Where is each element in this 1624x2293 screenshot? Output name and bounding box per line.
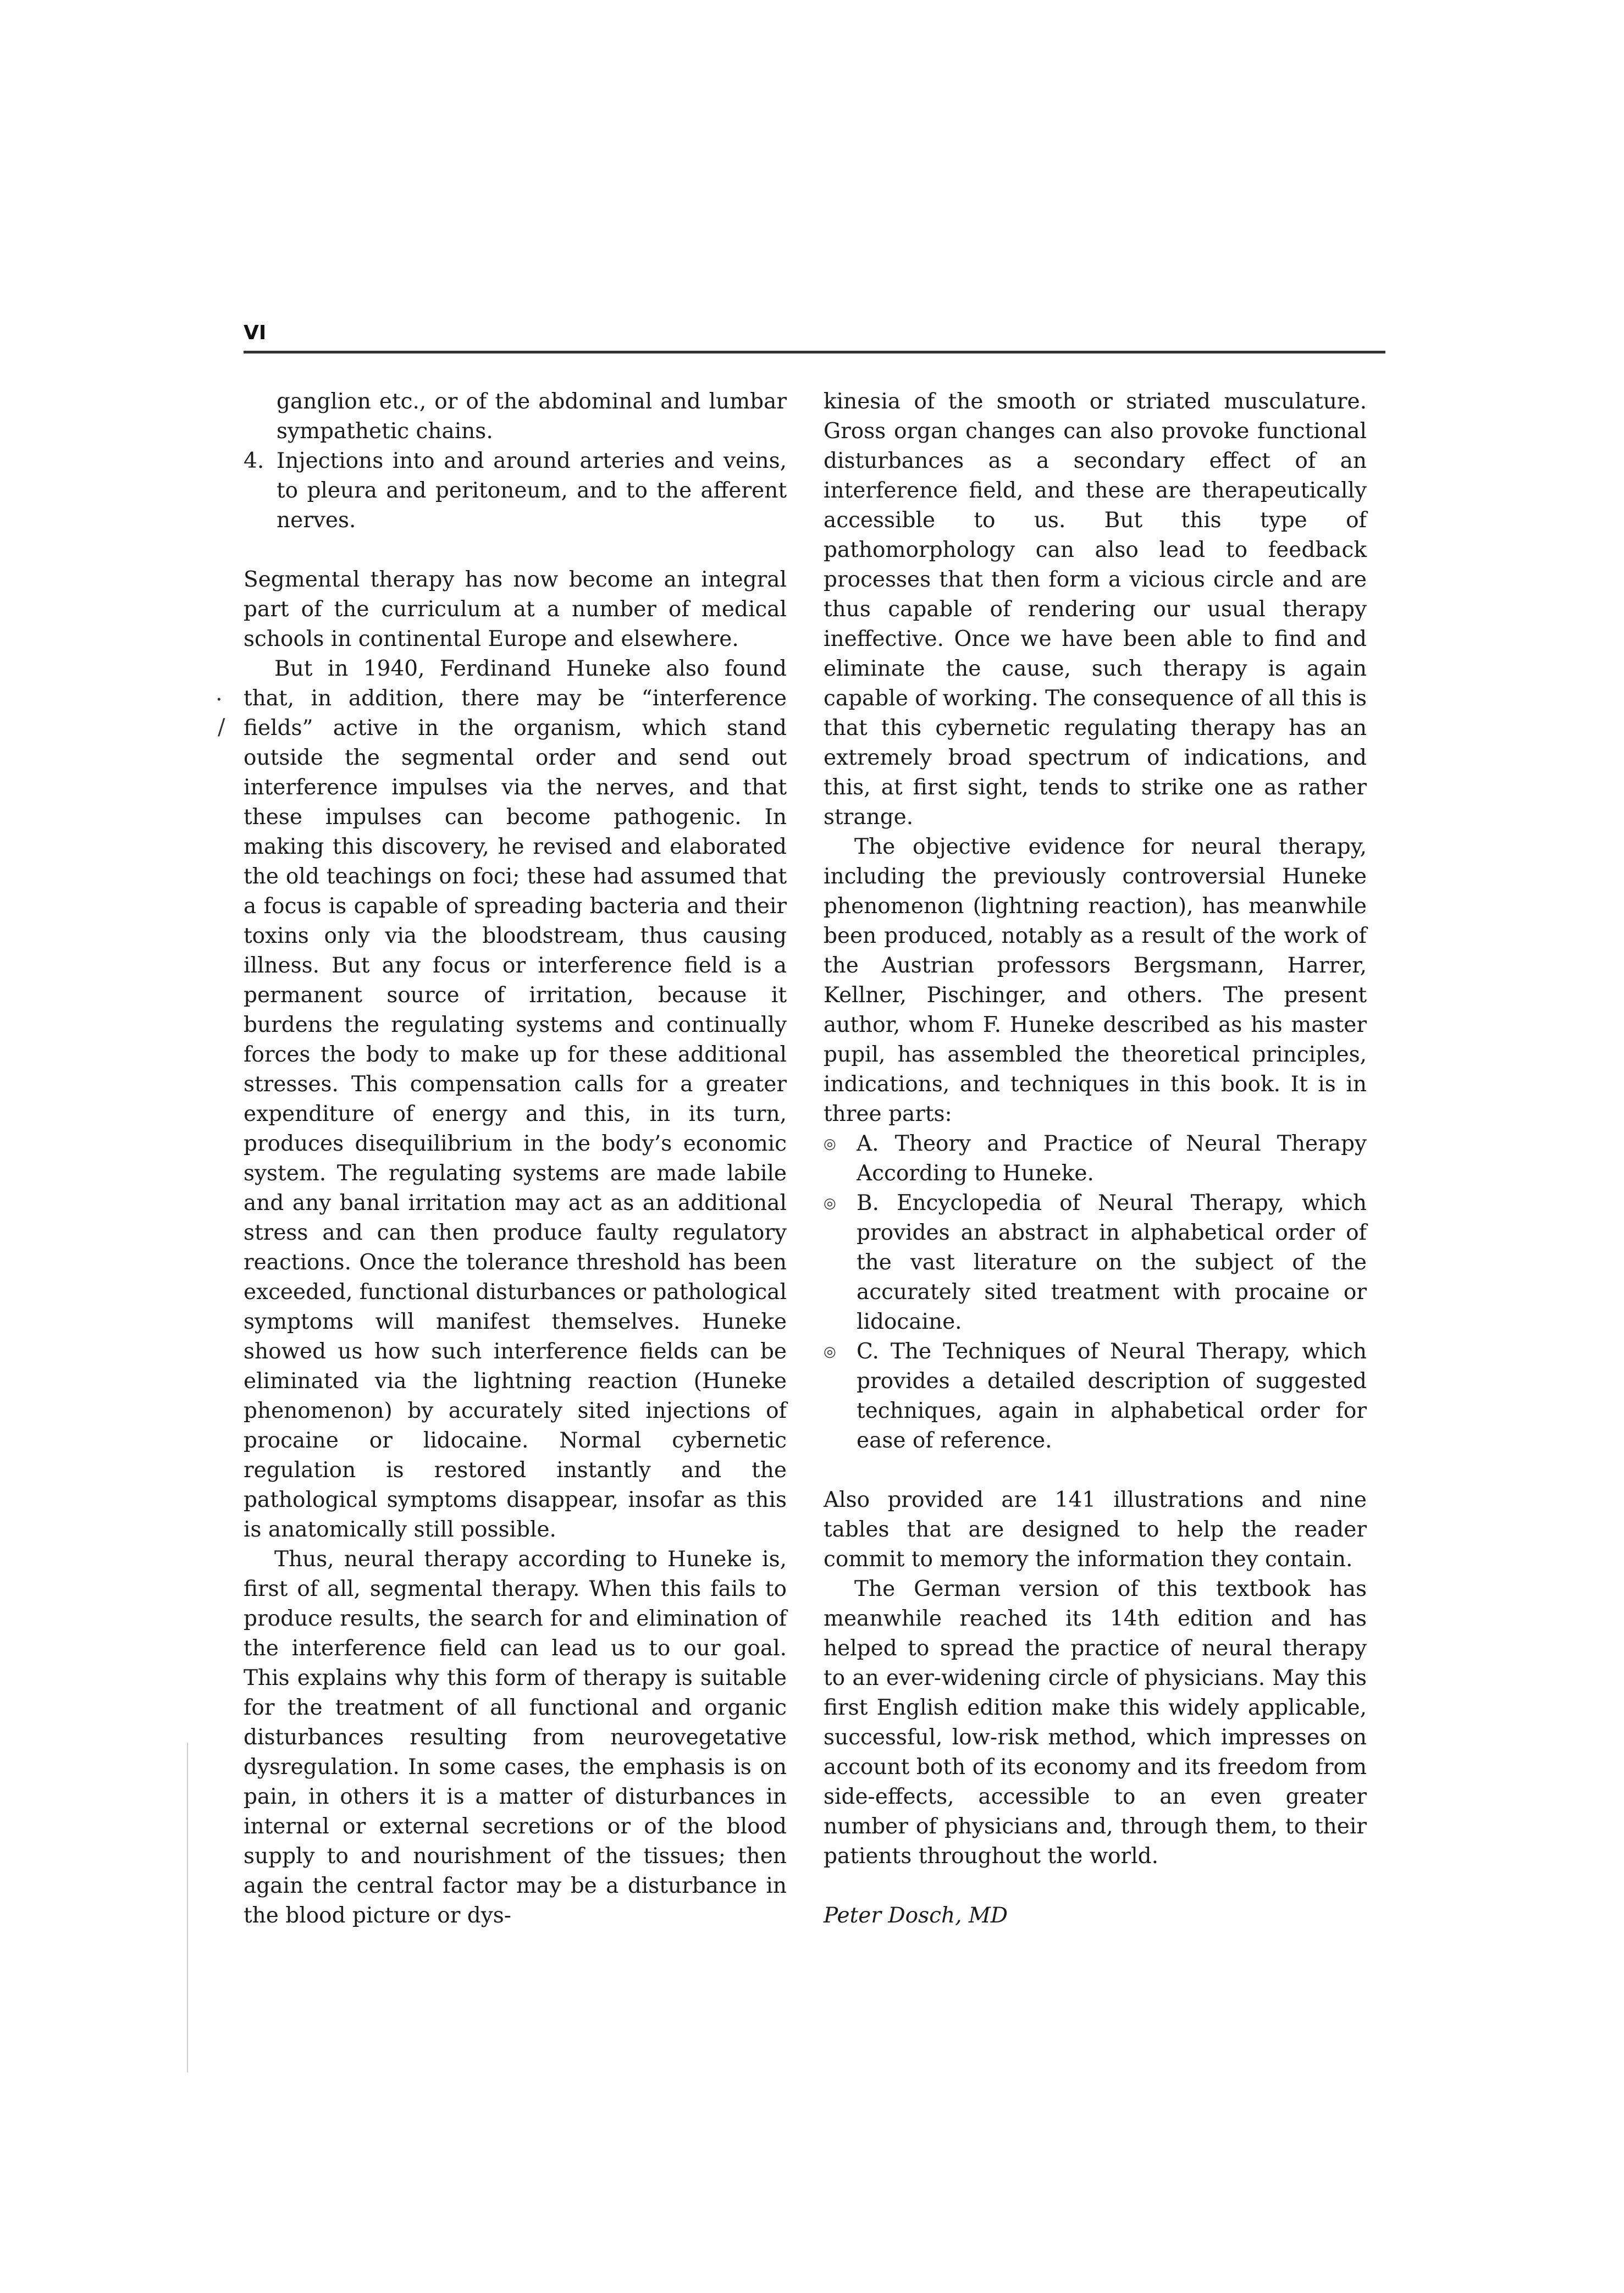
list-item-continuation: ganglion etc., or of the abdominal and lumbar sympathetic chains.: [277, 389, 787, 444]
paragraph: The objective evidence for neural therapy, including the previously controversial Huneke phenomenon (lightning reaction), has meanwhile been produced, notably as a result of the work of the Austrian professors Bergsmann, Harrer, Kellner, Pischinger, and others. The present author, whom F. Huneke described as his master pupil, has assembled the theoretical principles, indications, and techniques in this book. It is in three parts:: [824, 835, 1367, 1126]
bullet-list: [824, 1129, 1367, 1456]
bullet-icon: ◎: [824, 1136, 836, 1152]
list-item: [824, 1189, 1367, 1337]
margin-mark-dot: ·: [216, 687, 223, 712]
paragraph: Thus, neural therapy according to Huneke is, first of all, segmental therapy. When this fails to produce results, the search for and elimination of the interference field can lead us to our goal. This explains why this form of therapy is suitable for the treatment of all functional and organic disturbances resulting from neurovegetative dysregulation. In some cases, the emphasis is on pain, in others it is a matter of disturbances in internal or external secretions or of the blood supply to and nourishment of the tissues; then again the central factor may be a disturbance in the blood picture or dys-: [244, 1547, 787, 1928]
paragraph: The German version of this textbook has meanwhile reached its 14th edition and has helped to spread the practice of neural therapy to an ever-widening circle of physicians. May this first English edition make this widely applicable, successful, low-risk method, which impresses on account both of its economy and its freedom from side-effects, accessible to an even greater number of physicians and, through them, to their patients throughout the world.: [824, 1577, 1367, 1869]
bullet-icon: ◎: [824, 1195, 836, 1212]
paragraph: kinesia of the smooth or striated musculature. Gross organ changes can also provoke functional disturbances as a secondary effect of an interference field, and these are therapeutically accessible to us. But this type of pathomorphology can also lead to feedback processes that then form a vicious circle and are thus capable of rendering our usual therapy ineffective. Once we have been able to find and eliminate the cause, such therapy is again capable of working. The consequence of all this is that this cybernetic regulating therapy has an extremely broad spectrum of indications, and this, at first sight, tends to strike one as rather strange.: [824, 389, 1367, 830]
header-rule: [244, 351, 1385, 353]
left-column: [244, 387, 787, 1931]
paragraph: Segmental therapy has now become an integral part of the curriculum at a number of medical schools in continental Europe and elsewhere.: [244, 567, 787, 651]
paragraph: Also provided are 141 illustrations and nine tables that are designed to help the reader commit to memory the information they contain.: [824, 1488, 1367, 1572]
right-column: [824, 387, 1367, 1931]
list-item-text: B. Encyclopedia of Neural Therapy, which provides an abstract in alphabetical order of the vast literature on the subject of the accurately sited treatment with procaine or lidocaine.: [857, 1191, 1367, 1334]
list-item-4-text: Injections into and around arteries and veins, to pleura and peritoneum, and to the afferent nerves.: [277, 449, 787, 533]
signature: Peter Dosch, MD: [824, 1903, 1008, 1928]
paragraph: But in 1940, Ferdinand Huneke also found that, in addition, there may be “interference fields” active in the organism, which stand outside the segmental order and send out interference impulses via the nerves, and that these impulses can become pathogenic. In making this discovery, he revised and elaborated the old teachings on foci; these had assumed that a focus is capable of spreading bacteria and their toxins only via the bloodstream, thus causing illness. But any focus or interference field is a permanent source of irritation, because it burdens the regulating systems and continually forces the body to make up for these additional stresses. This compensation calls for a greater expenditure of energy and this, in its turn, produces disequilibrium in the body’s economic system. The regulating systems are made labile and any banal irritation may act as an additional stress and can then produce faulty regulatory reactions. Once the tolerance threshold has been exceeded, functional disturbances or pathological symptoms will manifest themselves. Huneke showed us how such interference fields can be eliminated via the lightning reaction (Huneke phenomenon) by accurately sited injections of procaine or lidocaine. Normal cybernetic regulation is restored instantly and the pathological symptoms disappear, insofar as this is anatomically still possible.: [244, 656, 787, 1542]
scan-edge-line: [187, 1743, 188, 2073]
list-item-text: C. The Techniques of Neural Therapy, which provides a detailed description of suggested techniques, again in alphabetical order for ease of reference.: [857, 1339, 1367, 1453]
bullet-icon: ◎: [824, 1344, 836, 1360]
list-item: [824, 1337, 1367, 1456]
page-number: VI: [244, 322, 267, 344]
list-item-text: A. Theory and Practice of Neural Therapy According to Huneke.: [857, 1131, 1367, 1186]
list-item-4-number: 4.: [244, 449, 264, 473]
margin-mark-slash: /: [218, 715, 225, 740]
list-item: [824, 1129, 1367, 1189]
numbered-list: [244, 387, 787, 535]
list-item-4: [244, 446, 787, 535]
